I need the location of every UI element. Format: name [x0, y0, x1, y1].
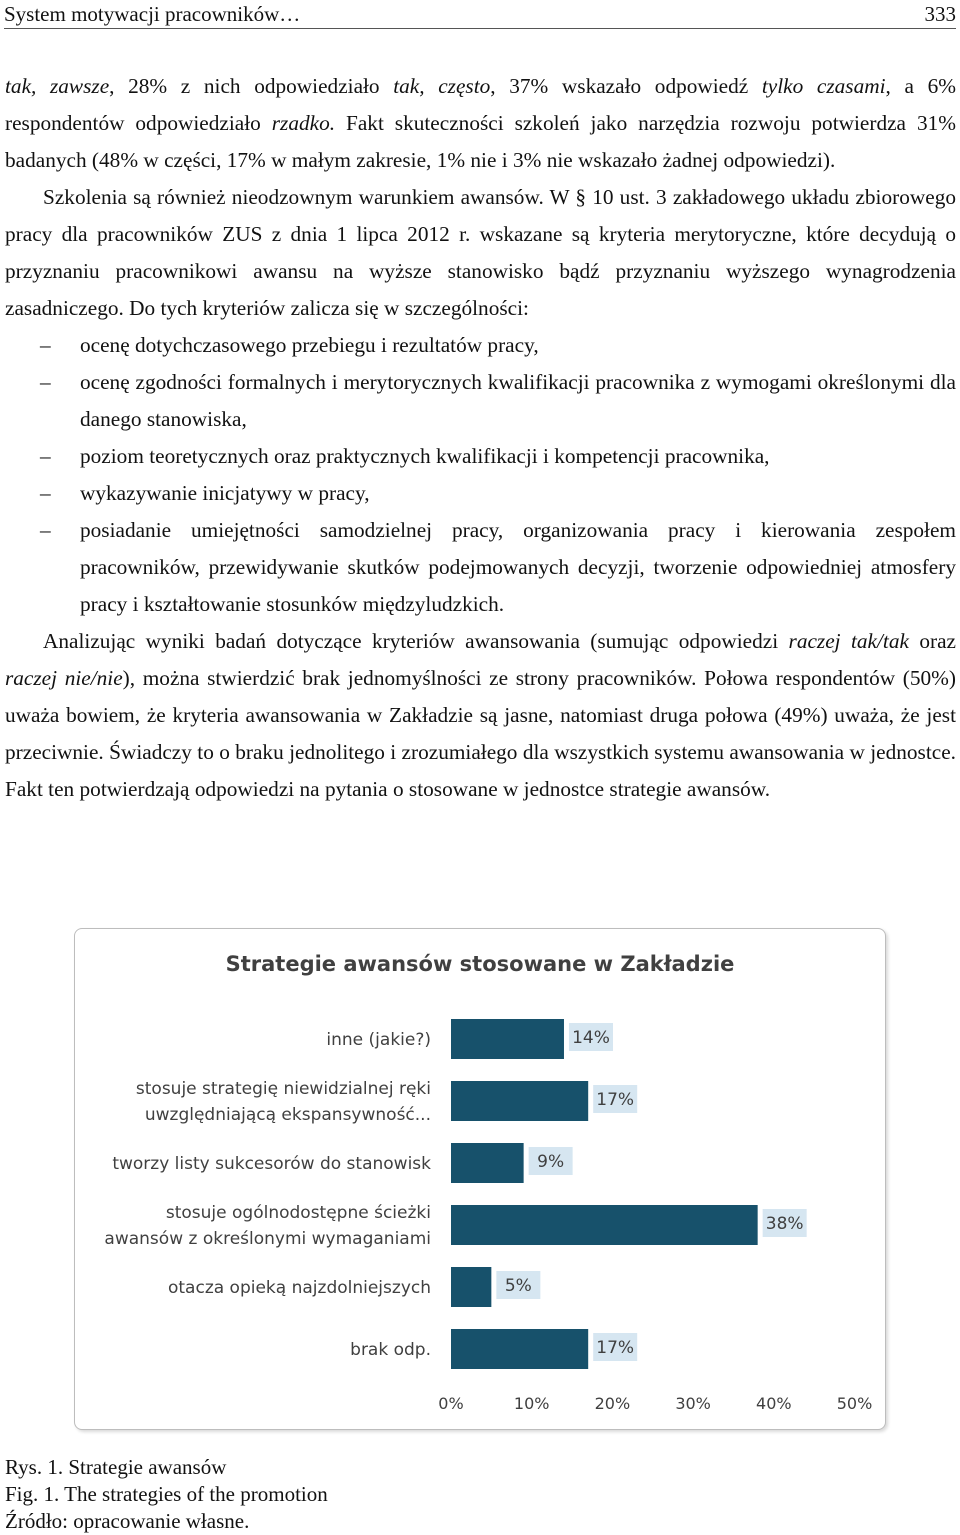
chart-title: Strategie awansów stosowane w Zakładzie [225, 952, 735, 976]
bar [451, 1329, 588, 1369]
text-run: oraz [908, 629, 956, 653]
bar [451, 1205, 758, 1245]
category-label: awansów z określonymi wymaganiami [104, 1229, 431, 1249]
italic-answer: raczej nie/nie [5, 666, 123, 690]
x-tick-label: 40% [756, 1394, 792, 1413]
page-number: 333 [924, 2, 956, 26]
dash-marker: – [40, 481, 51, 505]
dash-marker: – [40, 333, 51, 357]
category-label: tworzy listy sukcesorów do stanowisk [112, 1154, 431, 1174]
bar [451, 1081, 588, 1121]
text-run: , 37% wskazało odpowiedź [490, 74, 762, 98]
paragraph-analysis [5, 623, 956, 808]
list-item [5, 364, 956, 438]
page-header [4, 0, 956, 29]
dash-marker: – [40, 444, 51, 468]
italic-answer: tak, zawsze [5, 74, 110, 98]
italic-answer: raczej tak/tak [788, 629, 909, 653]
category-label: brak odp. [350, 1340, 431, 1360]
category-label: stosuje strategię niewidzialnej ręki [135, 1079, 431, 1099]
running-title: System motywacji pracowników… [4, 2, 301, 26]
list-item-text: poziom teoretycznych oraz praktycznych kwalifikacji i kompetencji pracownika, [80, 444, 770, 468]
list-item-text: ocenę zgodności formalnych i merytorycznych kwalifikacji pracownika z wymogami określonymi dla danego stanowiska, [80, 370, 956, 431]
figure-caption [5, 1454, 328, 1535]
caption-fig: Fig. 1. The strategies of the promotion [5, 1482, 328, 1506]
list-item-text: wykazywanie inicjatywy w pracy, [80, 481, 370, 505]
text-run: Analizując wyniki badań dotyczące kryteriów awansowania (sumując odpowiedzi [43, 629, 789, 653]
category-label: stosuje ogólnodostępne ścieżki [165, 1203, 431, 1223]
italic-answer: rzadko. [271, 111, 336, 135]
data-label: 17% [596, 1338, 635, 1358]
text-run: Fakt skuteczności szkoleń jako narzędzia rozwoju potwierdza 31% badanych (48% w części, 17% w małym zakresie, 1% nie i 3% nie wskazało żadnej odpowiedzi). [5, 111, 956, 172]
data-label: 17% [596, 1090, 635, 1110]
bar [451, 1267, 491, 1307]
data-label: 38% [765, 1214, 804, 1234]
category-label: otacza opieką najzdolniejszych [167, 1278, 431, 1298]
italic-answer: tak, często [393, 74, 491, 98]
list-item-text: posiadanie umiejętności samodzielnej pracy, organizowania pracy i kierowania zespołem pracowników, przewidywanie skutków podejmowanych decyzji, tworzenie odpowiedniej atmosfery pracy i kształtowanie stosunków międzyludzkich. [80, 518, 956, 616]
list-item [5, 475, 956, 512]
italic-answer: tylko czasami [761, 74, 886, 98]
dash-marker: – [40, 370, 51, 394]
list-item [5, 327, 956, 364]
x-tick-label: 0% [438, 1394, 464, 1413]
bar [451, 1019, 564, 1059]
data-label: 14% [572, 1028, 610, 1048]
x-tick-label: 10% [513, 1394, 550, 1413]
x-tick-label: 20% [594, 1394, 631, 1413]
list-item [5, 438, 956, 475]
list-item-text: ocenę dotychczasowego przebiegu i rezultatów pracy, [80, 333, 539, 357]
data-label: 9% [537, 1152, 565, 1172]
criteria-list [5, 327, 956, 623]
x-tick-label: 30% [675, 1394, 711, 1413]
data-label: 5% [504, 1276, 532, 1296]
caption-rys: Rys. 1. Strategie awansów [5, 1455, 227, 1479]
x-tick-label: 50% [836, 1394, 873, 1413]
text-run: , a 6% respondentów odpowiedziało [5, 74, 956, 135]
paragraph-promotion-criteria: Szkolenia są również nieodzownym warunkiem awansów. W § 10 ust. 3 zakładowego układu zbiorowego pracy dla pracowników ZUS z dnia 1 lipca 2012 r. wskazane są kryteria merytoryczne, które decydują o przyznaniu pracownikowi awansu na wyższe stanowisko bądź przyznaniu wyższego wynagrodzenia zasadniczego. Do tych kryteriów zalicza się w szczególności: [5, 185, 956, 320]
dash-marker: – [40, 518, 51, 542]
category-label: inne (jakie?) [326, 1030, 431, 1050]
list-item [5, 512, 956, 623]
chart-container [74, 928, 886, 1430]
bar [451, 1143, 524, 1183]
paragraph-training-results [5, 68, 956, 179]
body-text [5, 68, 956, 808]
category-label: uwzględniającą ekspansywność... [144, 1105, 431, 1125]
caption-source: Źródło: opracowanie własne. [5, 1509, 250, 1533]
text-run: ), można stwierdzić brak jednomyślności ze strony pracowników. Połowa respondentów (50%) uważa bowiem, że kryteria awansowania w Zakładzie są jasne, natomiast druga połowa (49%) uważa, że jest przeciwnie. Świadczy to o braku jednolitego i zrozumiałego dla wszystkich systemu awansowania w jednostce. Fakt ten potwierdzają odpowiedzi na pytania o stosowane w jednostce strategie awansów. [5, 666, 956, 801]
bar-chart [75, 929, 885, 1429]
text-run: , 28% z nich odpowiedziało [109, 74, 394, 98]
